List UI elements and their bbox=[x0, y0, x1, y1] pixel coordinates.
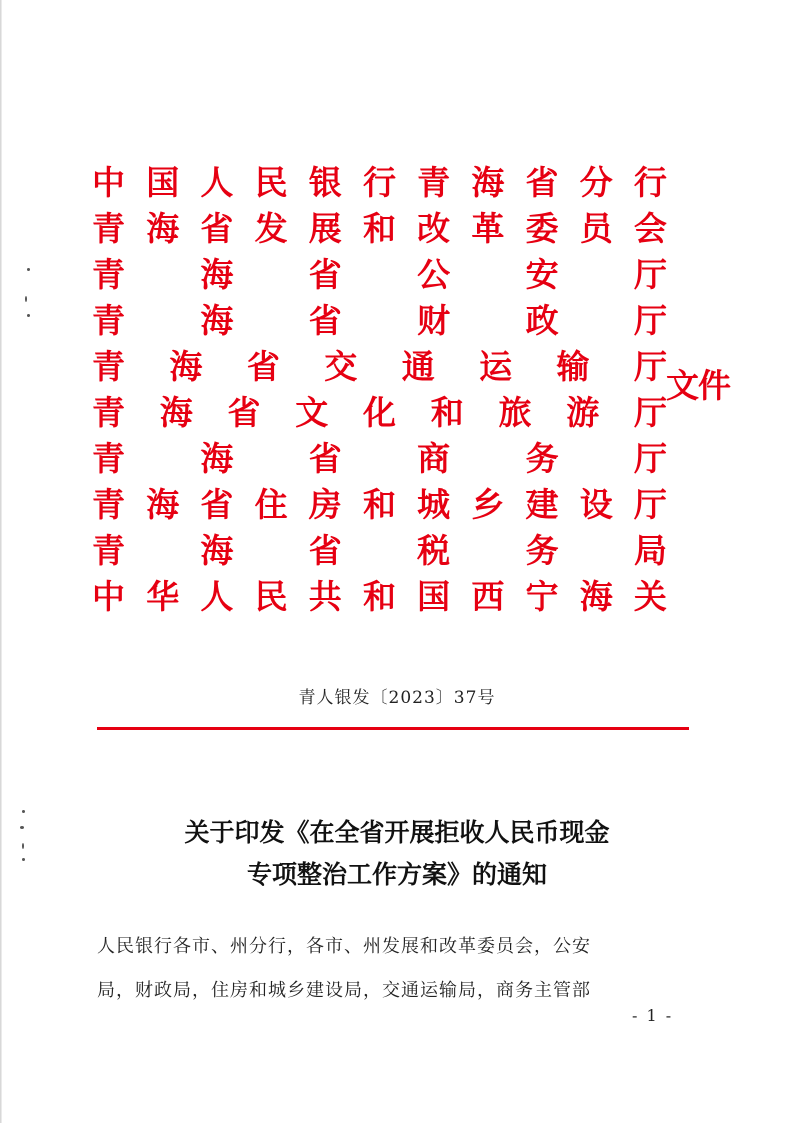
issuer-char: 和 bbox=[362, 209, 396, 248]
issuer-char: 省 bbox=[200, 485, 234, 524]
issuer-char: 西 bbox=[471, 577, 505, 616]
issuer-char: 展 bbox=[308, 209, 342, 248]
issuer-char: 省 bbox=[308, 301, 342, 340]
issuer-char: 分 bbox=[579, 163, 613, 202]
issuer-char: 发 bbox=[254, 209, 288, 248]
issuer-char: 银 bbox=[308, 163, 342, 202]
issuer-char: 政 bbox=[525, 301, 559, 340]
issuer-char: 青 bbox=[92, 531, 125, 570]
issuer-char: 行 bbox=[362, 163, 396, 202]
issuer-char: 委 bbox=[525, 209, 559, 248]
issuer-char: 输 bbox=[556, 347, 590, 386]
issuer-char: 设 bbox=[579, 485, 613, 524]
issuer-row bbox=[92, 390, 667, 436]
issuer-char: 员 bbox=[579, 209, 613, 248]
issuer-char: 省 bbox=[525, 163, 559, 202]
issuer-char: 税 bbox=[417, 531, 451, 570]
issuer-char: 国 bbox=[417, 577, 451, 616]
issuer-row bbox=[92, 482, 667, 528]
issuer-char: 乡 bbox=[471, 485, 505, 524]
document-number: 青人银发〔2023〕37号 bbox=[298, 688, 496, 708]
issuer-char: 海 bbox=[200, 439, 234, 478]
issuer-char: 共 bbox=[308, 577, 342, 616]
red-divider bbox=[97, 727, 689, 730]
page-edge bbox=[0, 0, 2, 1123]
issuer-row bbox=[92, 298, 667, 344]
issuer-char: 商 bbox=[417, 439, 451, 478]
issuer-char: 安 bbox=[525, 255, 559, 294]
scan-speck bbox=[27, 314, 30, 317]
notice-title-line-1: 关于印发《在全省开展拒收人民币现金 bbox=[184, 818, 610, 847]
scan-speck bbox=[25, 296, 27, 302]
recipients-paragraph bbox=[97, 925, 681, 1013]
issuer-char: 会 bbox=[633, 209, 667, 248]
issuer-char: 海 bbox=[200, 255, 234, 294]
issuer-row bbox=[92, 160, 667, 206]
issuer-char: 关 bbox=[633, 577, 667, 616]
issuer-char: 青 bbox=[92, 393, 125, 432]
issuer-char: 运 bbox=[479, 347, 513, 386]
issuer-char: 厅 bbox=[633, 347, 667, 386]
issuer-char: 和 bbox=[362, 577, 396, 616]
body-line-1: 人民银行各市、州分行，各市、州发展和改革委员会，公安 bbox=[97, 936, 591, 957]
notice-title-line-2: 专项整治工作方案》的通知 bbox=[246, 860, 547, 889]
issuer-char: 海 bbox=[146, 209, 180, 248]
issuer-char: 海 bbox=[159, 393, 193, 432]
document-suffix: 文件 bbox=[666, 366, 730, 405]
issuer-char: 省 bbox=[308, 255, 342, 294]
issuer-char: 华 bbox=[146, 577, 180, 616]
issuer-char: 人 bbox=[200, 577, 234, 616]
body-line-2: 局，财政局，住房和城乡建设局，交通运输局，商务主管部 bbox=[97, 980, 591, 1001]
issuer-char: 革 bbox=[471, 209, 505, 248]
issuer-char: 青 bbox=[92, 485, 125, 524]
issuer-char: 省 bbox=[308, 531, 342, 570]
issuer-char: 公 bbox=[417, 255, 451, 294]
issuer-char: 房 bbox=[308, 485, 342, 524]
issuer-char: 海 bbox=[200, 531, 234, 570]
issuer-char: 务 bbox=[525, 531, 559, 570]
issuer-char: 文 bbox=[295, 393, 329, 432]
issuer-char: 海 bbox=[146, 485, 180, 524]
issuer-char: 厅 bbox=[633, 485, 667, 524]
page-number: - 1 - bbox=[632, 1006, 674, 1025]
issuer-char: 务 bbox=[525, 439, 559, 478]
issuer-char: 和 bbox=[362, 485, 396, 524]
issuer-char: 交 bbox=[324, 347, 358, 386]
issuer-char: 建 bbox=[525, 485, 559, 524]
issuer-row bbox=[92, 344, 667, 390]
issuer-char: 宁 bbox=[525, 577, 559, 616]
issuer-char: 海 bbox=[200, 301, 234, 340]
issuer-char: 省 bbox=[246, 347, 280, 386]
issuer-char: 省 bbox=[227, 393, 261, 432]
issuer-char: 省 bbox=[200, 209, 234, 248]
issuer-char: 厅 bbox=[633, 255, 667, 294]
issuer-letterhead bbox=[92, 160, 667, 620]
issuer-char: 海 bbox=[471, 163, 505, 202]
issuer-char: 化 bbox=[363, 393, 396, 432]
issuer-char: 改 bbox=[417, 209, 451, 248]
issuer-char: 青 bbox=[417, 163, 451, 202]
issuer-char: 旅 bbox=[498, 393, 532, 432]
issuer-char: 青 bbox=[92, 301, 125, 340]
issuer-char: 人 bbox=[200, 163, 234, 202]
issuer-char: 青 bbox=[92, 439, 125, 478]
issuer-char: 行 bbox=[633, 163, 667, 202]
issuer-char: 省 bbox=[308, 439, 342, 478]
issuer-char: 局 bbox=[633, 531, 667, 570]
issuer-char: 住 bbox=[254, 485, 288, 524]
issuer-char: 和 bbox=[430, 393, 464, 432]
issuer-char: 青 bbox=[92, 209, 125, 248]
issuer-char: 厅 bbox=[634, 393, 667, 432]
issuer-char: 游 bbox=[566, 393, 600, 432]
issuer-char: 青 bbox=[92, 347, 125, 386]
issuer-char: 厅 bbox=[633, 439, 667, 478]
issuer-char: 城 bbox=[417, 485, 451, 524]
scan-speck bbox=[27, 268, 30, 271]
issuer-char: 青 bbox=[92, 255, 125, 294]
notice-title bbox=[0, 812, 794, 896]
issuer-char: 民 bbox=[254, 163, 288, 202]
issuer-char: 民 bbox=[254, 577, 288, 616]
issuer-row bbox=[92, 574, 667, 620]
issuer-char: 海 bbox=[169, 347, 203, 386]
issuer-row bbox=[92, 436, 667, 482]
issuer-char: 国 bbox=[146, 163, 180, 202]
issuer-char: 海 bbox=[579, 577, 613, 616]
issuer-row bbox=[92, 206, 667, 252]
issuer-char: 厅 bbox=[633, 301, 667, 340]
issuer-char: 财 bbox=[417, 301, 451, 340]
issuer-row bbox=[92, 528, 667, 574]
issuer-char: 中 bbox=[92, 577, 125, 616]
issuer-char: 通 bbox=[401, 347, 435, 386]
issuer-char: 中 bbox=[92, 163, 125, 202]
issuer-row bbox=[92, 252, 667, 298]
